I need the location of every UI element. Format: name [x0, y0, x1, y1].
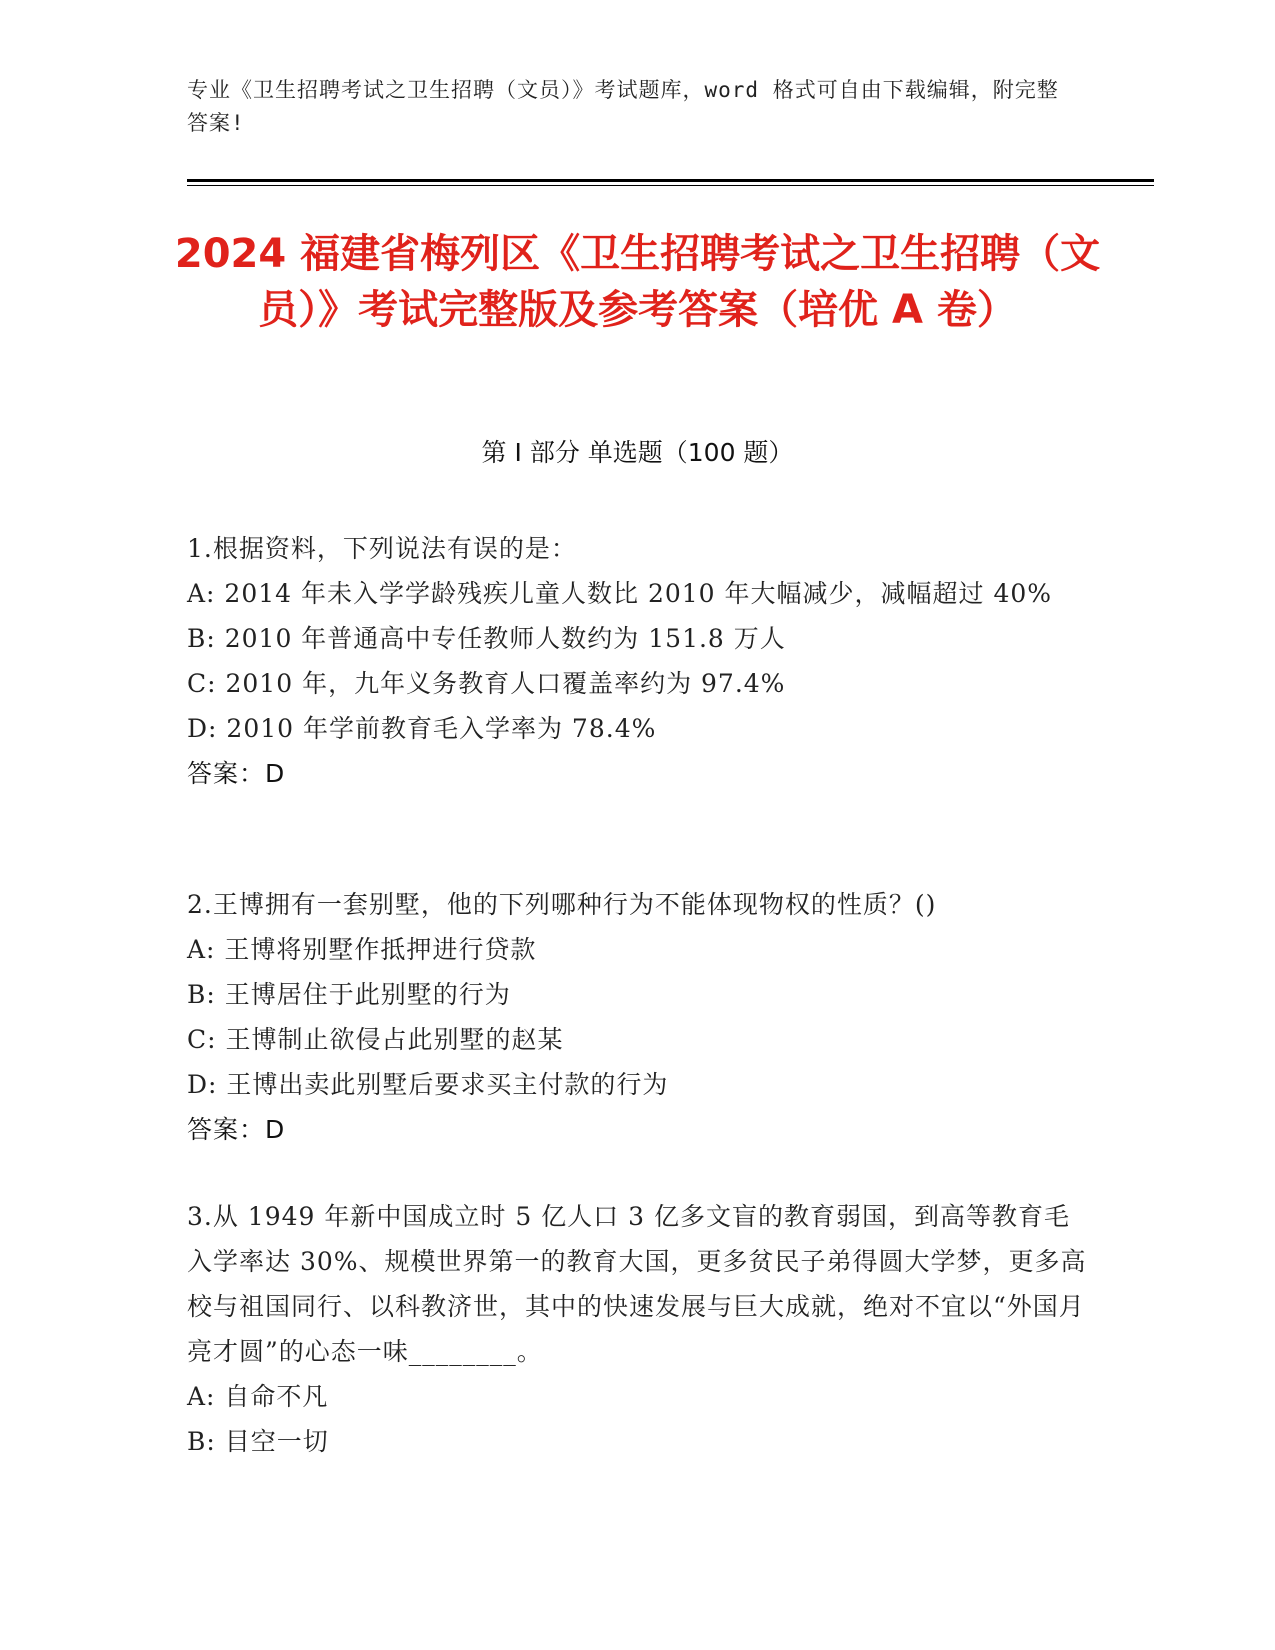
option-d: D: 2010 年学前教育毛入学率为 78.4%	[187, 714, 657, 743]
answer: 答案：D	[187, 759, 286, 788]
question-stem: 2.王博拥有一套别墅，他的下列哪种行为不能体现物权的性质？()	[187, 890, 937, 919]
document-title: 2024 福建省梅列区《卫生招聘考试之卫生招聘（文员）》考试完整版及参考答案（培优 A 卷）	[174, 231, 1101, 333]
question-3	[187, 1194, 1087, 1464]
option-b: B: 目空一切	[187, 1427, 329, 1456]
question-stem: 1.根据资料，下列说法有误的是：	[187, 534, 577, 563]
header-note: 专业《卫生招聘考试之卫生招聘（文员）》考试题库，word 格式可自由下载编辑，附完整答案!	[187, 78, 1059, 135]
question-stem: 3.从 1949 年新中国成立时 5 亿人口 3 亿多文盲的教育弱国，到高等教育毛入学率达 30%、规模世界第一的教育大国，更多贫民子弟得圆大学梦，更多高校与祖国同行、以科教济世，其中的快速发展与巨大成就，绝对不宜以“外国月亮才圆”的心态一味________。	[187, 1202, 1087, 1366]
option-a: A: 王博将别墅作抵押进行贷款	[187, 935, 537, 964]
header-divider	[187, 179, 1154, 186]
option-c: C: 2010 年，九年义务教育人口覆盖率约为 97.4%	[187, 669, 786, 698]
option-b: B: 2010 年普通高中专任教师人数约为 151.8 万人	[187, 624, 786, 653]
answer: 答案：D	[187, 1115, 286, 1144]
option-b: B: 王博居住于此别墅的行为	[187, 980, 511, 1009]
question-1	[187, 526, 1087, 796]
option-c: C: 王博制止欲侵占此别墅的赵某	[187, 1025, 564, 1054]
question-2	[187, 882, 1087, 1152]
option-a: A: 2014 年未入学学龄残疾儿童人数比 2010 年大幅减少，减幅超过 40%	[187, 579, 1053, 608]
section-title: 第 I 部分 单选题（100 题）	[481, 438, 794, 467]
option-d: D: 王博出卖此别墅后要求买主付款的行为	[187, 1070, 669, 1099]
option-a: A: 自命不凡	[187, 1382, 329, 1411]
